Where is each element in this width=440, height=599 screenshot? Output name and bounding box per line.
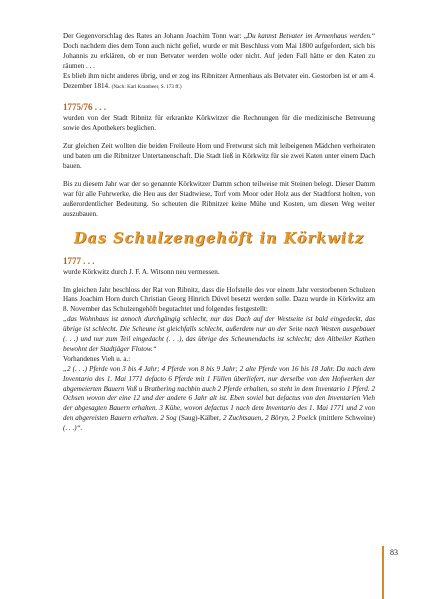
text-column [63,32,375,442]
quote-vieh-text: (. . .)“. [63,424,83,433]
text-segment: “ Doch nachdem dies dem Tonn auch nicht gefiel, wurde er mit Beschluss vom Mai 1800 aufgefordert, sich bis Johannis zu erklären, ob er nun Betvater werden wolle oder nicht. Auf jeden Fall hätte er den Katen zu räumen . . . [63,32,375,70]
quote-wohnhaus-text: „das Wohnhaus ist annoch durchgängig schlecht, nur das Dach auf der Westseite ist bald eingedeckt, das übrige ist schlecht. Die Scheune ist gleichfalls schlecht, außerdem nur an der Seite nach Westen ausgebauet (. . .) und nur zum Teil eingedacht (. . .), das übrige des Scheunendachs ist schlecht; den Altbeiler Kathen bewohnt der Stadtjäger Flotow.“ [63,315,375,353]
quote-wohnhaus [63,315,375,355]
source-citation: (Nach: Karl Krambeer, S. 173 ff.) [111,83,182,90]
paragraph-tonn-death [63,72,375,93]
text-segment: Der Gegenvorschlag des Rates an Johann Joachim Tonn war: „ [63,32,247,40]
paragraph-1775: wurden von der Stadt Ribnitz für erkrankte Körkwitzer die Rechnungen für die medizinische Betreuung sowie des Apothekers beglichen. [63,114,375,133]
text-segment: (Saug)-Kälber [178,414,220,423]
quote-vieh-text: , 2 Zuchtsauen, 2 Böryn, 2 Poelck [219,414,319,423]
label-vorhandenes-vieh: Vorhandenes Vieh u. a.: [63,354,131,363]
quote-vieh [63,365,375,434]
year-heading-1777: 1777 . . . [63,255,95,266]
page-number: 83 [390,548,398,557]
text-segment: (mittlere Schweine) [318,414,376,423]
text-segment: Es blieb ihm nicht anderes übrig, und er zog ins Ribnitzer Armenhaus als Betvater ein. Gestorben ist er am 4. Dezember 1814. [63,71,375,90]
paragraph-schulzengehoeft: Im gleichen Jahr beschloss der Rat von Ribnitz, dass die Hofstelle des vor einem Jahr verstorbenen Schulzen Hans Joachim Horn durch Christian Georg Hinrich Düvel besetzt werden solle. Dazu wurde in Körkwitz am 8. November das Schulzengehöft begutachtet und folgendes festgestellt: [63,285,375,314]
paragraph-tonn-proposal [63,32,375,72]
section-heading: Das Schulzengehöft in Körkwitz [73,229,365,247]
year-heading-1775: 1775/76 . . . [63,102,107,113]
page-number-rule [382,546,384,599]
quote-vieh-text: „2 (. . .) Pferde von 3 bis 4 Jahr; 4 Pferde von 8 bis 9 Jahr; 2 alte Pferde von 16 bis 18 Jahr. Da nach dem Inventario des 1. Mai 1771 defacto 6 Pferde mit 1 Füllen überliefert, nur derselbe von den Hofwerken der abgemeierten Bauern Voß u Bratbering nachbin auch 2 Pferde erhalten, so steht in dem Inventario 1 Pferd. 2 Ochsen wovon der eine 12 und der andere 6 Jahr alt ist. Eben soviel bat defactus von den Inventarien Vieh der abgesagten Bauern erhalten. 3 Kühe, wovon defactus 1 nach dem Inventario des 1. Mai 1771 und 2 von den abgereisten Bauern erhalten. 2 Sog [63,364,375,423]
quote-betvater: Du kannst Betvater im Armenhaus werden. [246,32,372,40]
paragraph-1777: wurde Körkwitz durch J. F. A. Witsonn neu vermessen. [63,267,220,276]
paragraph-horn-fretwurst: Zur gleichen Zeit wollten die beiden Freileute Horn und Fretwurst sich mit leibeigenen Mädchen verheiraten und baten um die Ribnitzer Untertanenschaft. Die Stadt ließ in Körkwitz für sie zwei Katen unter einem Dach bauen. [63,142,375,171]
paragraph-koerkwitzer-damm: Bis zu diesem Jahr war der so genannte Körkwitzer Damm schon teilweise mit Steinen belegt. Dieser Damm war für alle Fuhrwerke, die Heu aus der Stadtwiese, Torf vom Moor oder Holz aus der Stadtforst holten, von außerordentlicher Bedeutung. So scheuten die Ribnitzer keine Mühe und Kosten, um diesen Weg weiter auszubauen. [63,179,375,218]
